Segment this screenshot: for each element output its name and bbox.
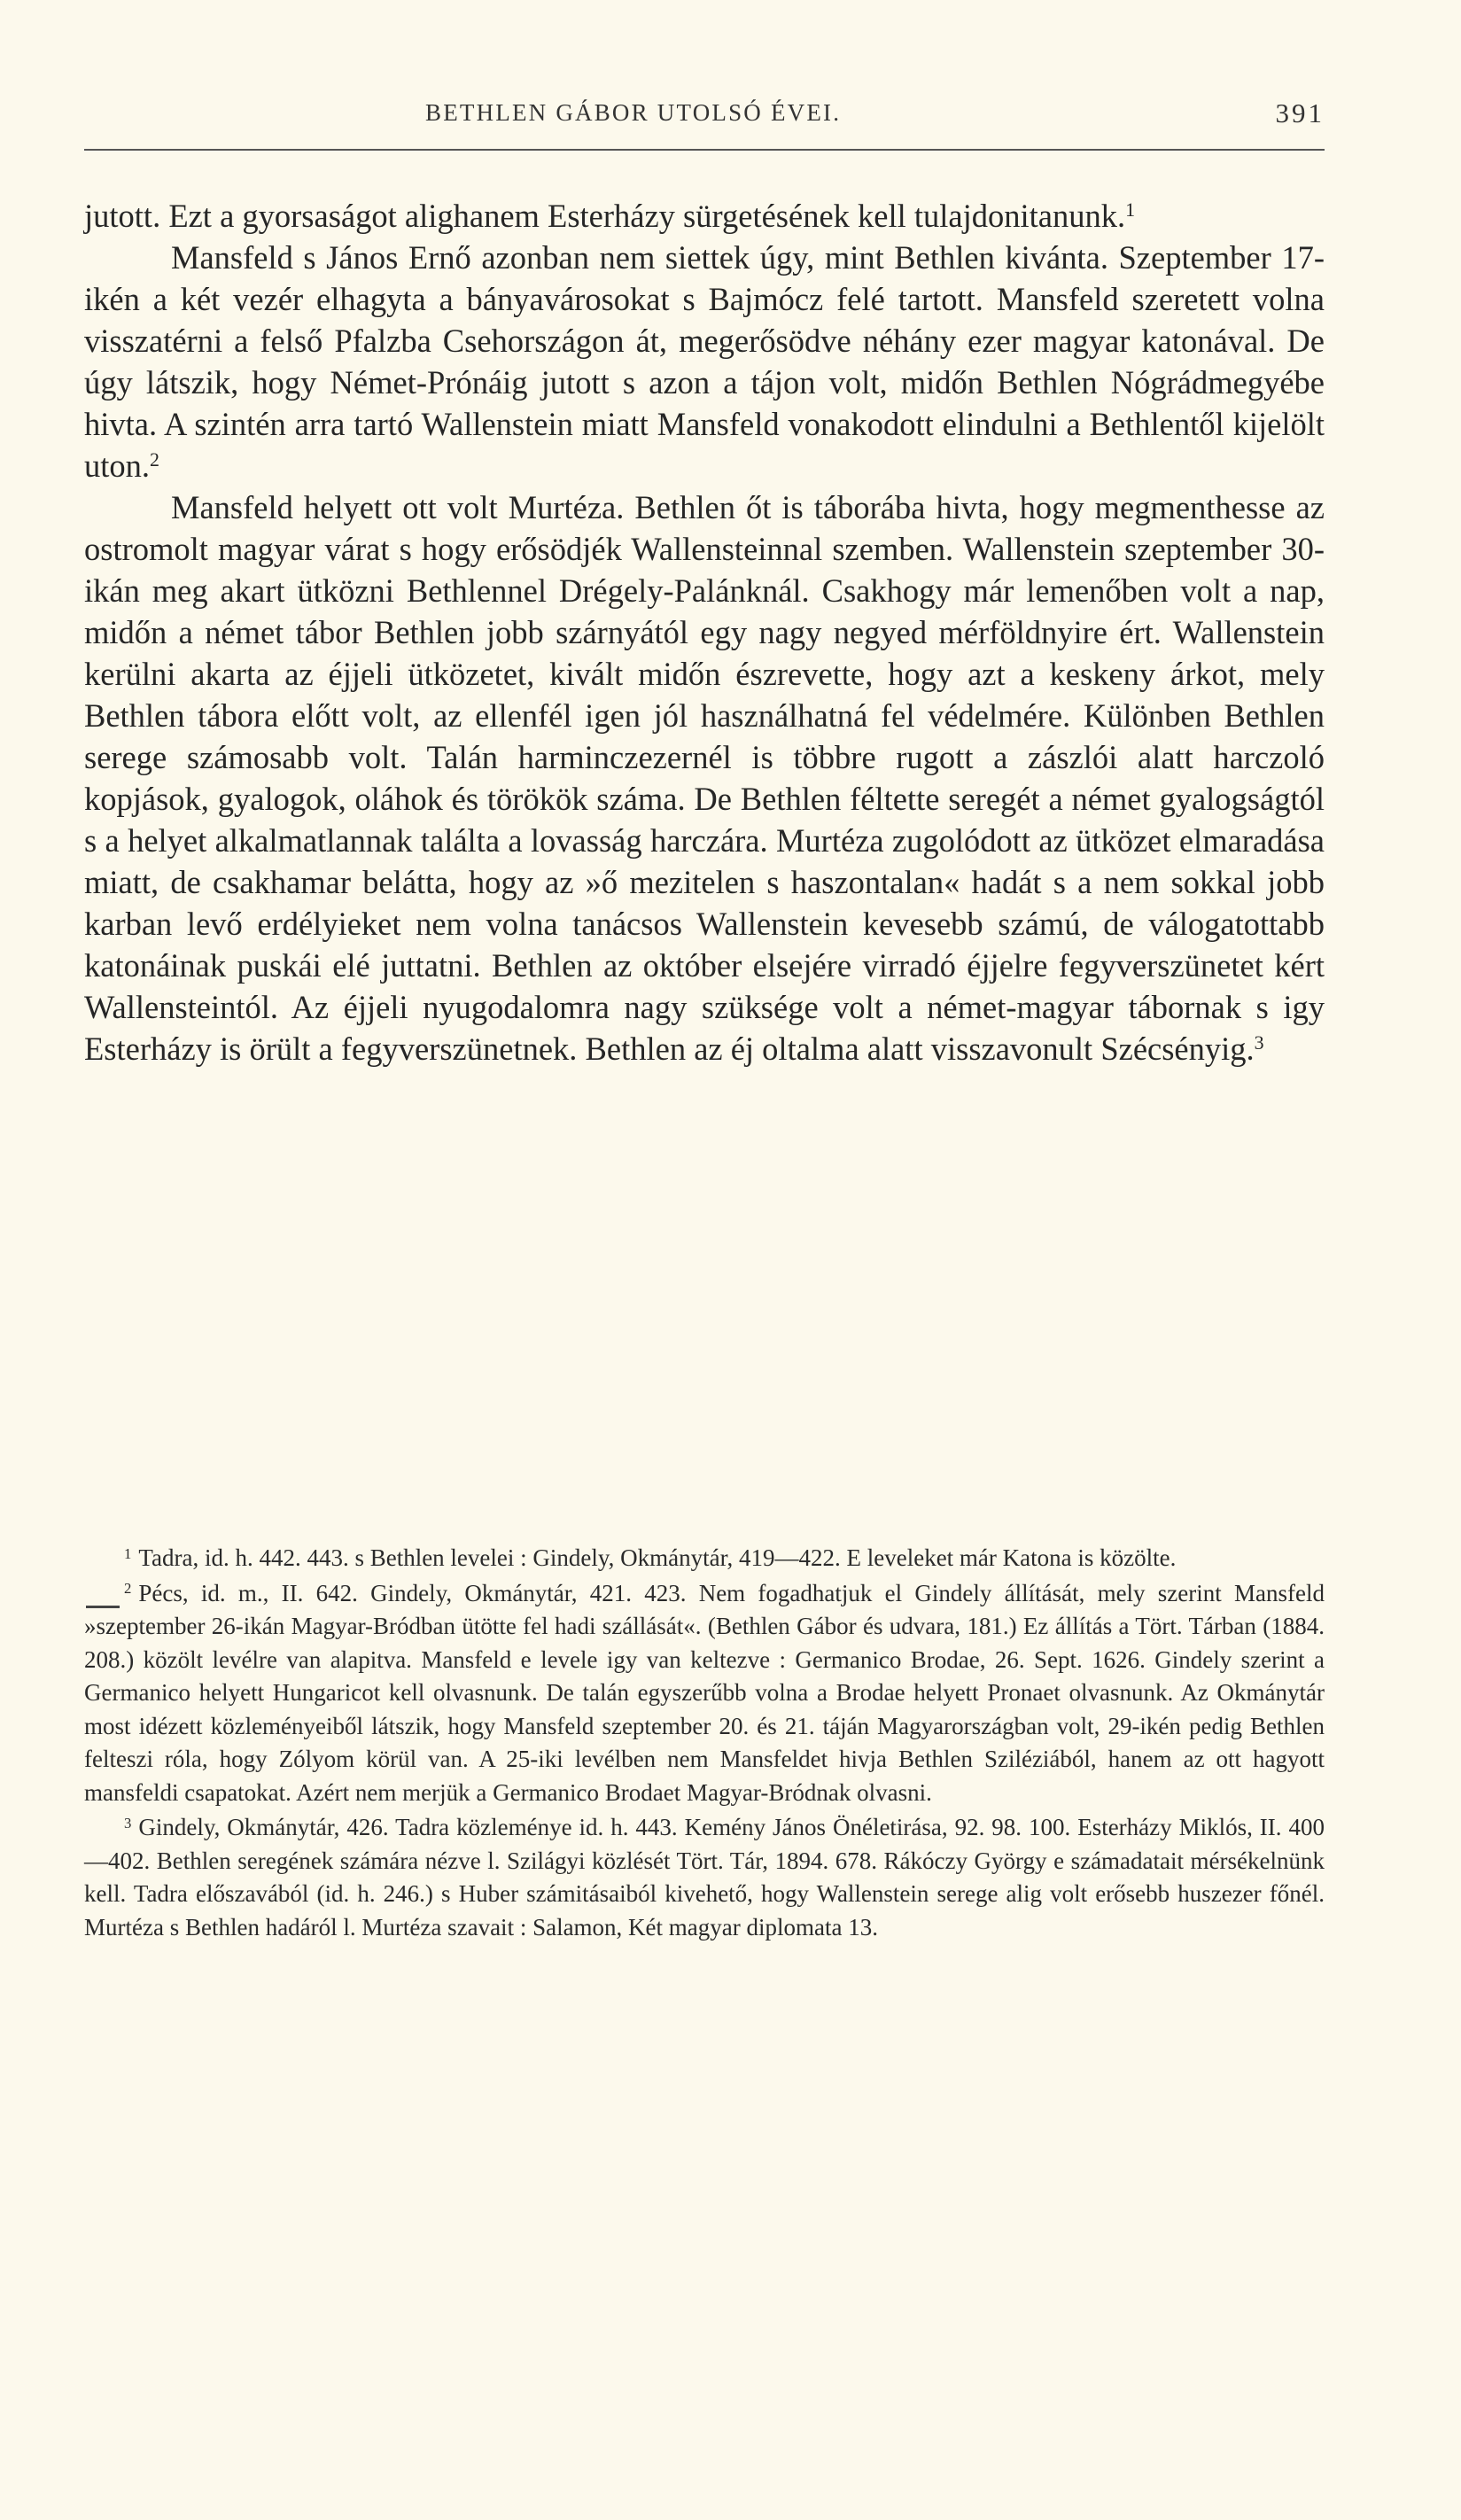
- footnote-1-mark: 1: [124, 1544, 132, 1562]
- footnote-3-mark: 3: [124, 1814, 132, 1832]
- footnote-2: [84, 1577, 1325, 1810]
- paragraph-2-text: Mansfeld s János Ernő azonban nem siettek úgy, mint Bethlen kivánta. Szeptember 17-ikén a két vezér elhagyta a bányavárosokat s Bajmócz felé tartott. Mansfeld szeretett volna visszatérni a felső Pfalzba Csehországon át, megerősödve néhány ezer magyar katonával. De úgy látszik, hogy Német-Prónáig jutott s azon a tájon volt, midőn Bethlen Nógrádmegyébe hivta. A szintén arra tartó Wallenstein miatt Mansfeld vonakodott elindulni a Bethlentől kijelölt uton.: [84, 239, 1325, 484]
- body-text: [84, 195, 1325, 1069]
- footnote-ref-1: 1: [1125, 198, 1136, 221]
- footnotes: [84, 1542, 1325, 1946]
- footnote-1-text: Tadra, id. h. 442. 443. s Bethlen levelei : Gindely, Okmánytár, 419—422. E leveleket már Katona is közölte.: [138, 1544, 1177, 1571]
- paragraph-3-text: Mansfeld helyett ott volt Murtéza. Bethlen őt is táborába hivta, hogy megmenthesse az ostromolt magyar várat s hogy erősödjék Wallensteinnal szemben. Wallenstein szeptember 30-ikán meg akart ütközni Bethlennel Drégely-Palánknál. Csakhogy már lemenőben volt a nap, midőn a német tábor Bethlen jobb szárnyától egy nagy negyed mérföldnyire ért. Wallenstein kerülni akarta az éjjeli ütközetet, kivált midőn észrevette, hogy azt a keskeny árkot, mely Bethlen tábora előtt volt, az ellenfél igen jól használhatná fel védelmére. Különben Bethlen serege számosabb volt. Talán harminczezernél is többre rugott a zászlói alatt harczoló kopjások, gyalogok, oláhok és törökök száma. De Bethlen féltette seregét a német gyalogságtól s a helyet alkalmatlannak találta a lovasság harczára. Murtéza zugolódott az ütközet elmaradása miatt, de csakhamar belátta, hogy az »ő mezitelen s haszontalan« hadát s a nem sokkal jobb karban levő erdélyieket nem volna tanácsos Wallenstein kevesebb számú, de válogatottabb katonáinak puskái elé juttatni. Bethlen az október elsejére virradó éjjelre fegyverszünetet kért Wallensteintól. Az éjjeli nyugodalomra nagy szüksége volt a német-magyar tábornak s igy Esterházy is örült a fegyverszünetnek. Bethlen az éj oltalma alatt visszavonult Szécsényig.: [84, 489, 1325, 1067]
- footnote-3-text: Gindely, Okmánytár, 426. Tadra közleménye id. h. 443. Kemény János Önéletirása, 92. 98. 100. Esterházy Miklós, II. 400—402. Bethlen seregének számára nézve l. Szilágyi közlését Tört. Tár, 1894. 678. Rákóczy György e számadatait mérsékelnünk kell. Tadra előszavából (id. h. 246.) s Huber számitásaiból kivehető, hogy Wallenstein serege alig volt erősebb huszezer főnél. Murtéza s Bethlen hadáról l. Murtéza szavait : Salamon, Két magyar diplomata 13.: [84, 1814, 1325, 1941]
- footnote-2-text: Pécs, id. m., II. 642. Gindely, Okmánytár, 421. 423. Nem fogadhatjuk el Gindely állítását, mely szerint Mansfeld »szeptember 26-ikán Magyar-Bródban ütötte fel hadi szállását«. (Bethlen Gábor és udvara, 181.) Ez állítás a Tört. Tárban (1884. 208.) közölt levélre van alapitva. Mansfeld e levele igy van keltezve : Germanico Brodae, 26. Sept. 1626. Gindely szerint a Germanico helyett Hungaricot kell olvasnunk. De talán egyszerűbb volna a Brodae helyett Pronaet olvasnunk. Az Okmánytár most idézett közleményeiből látszik, hogy Mansfeld szeptember 20. és 21. táján Magyarországban volt, 29-ikén pedig Bethlen felteszi róla, hogy Zólyom körül van. A 25-iki levélben nem Mansfeldet hivja Bethlen Sziléziából, hanem az ott hagyott mansfeldi csapatokat. Azért nem merjük a Germanico Brodaet Magyar-Bródnak olvasni.: [84, 1579, 1325, 1806]
- page-header: [84, 96, 1325, 151]
- page-number: 391: [1275, 97, 1325, 128]
- paragraph-1-text: jutott. Ezt a gyorsaságot alighanem Esterházy sürgetésének kell tulajdonitanunk.: [84, 198, 1126, 234]
- paragraph-3: [84, 486, 1325, 1069]
- footnote-ref-3: 3: [1254, 1031, 1264, 1054]
- footnote-3: [84, 1811, 1325, 1944]
- footnote-ref-2: 2: [150, 447, 159, 471]
- paragraph-2: [84, 237, 1325, 486]
- running-head: BETHLEN GÁBOR UTOLSÓ ÉVEI.: [425, 99, 842, 126]
- footnote-2-mark: 2: [124, 1580, 132, 1598]
- paragraph-1: [84, 195, 1325, 237]
- footnote-1: [84, 1542, 1325, 1575]
